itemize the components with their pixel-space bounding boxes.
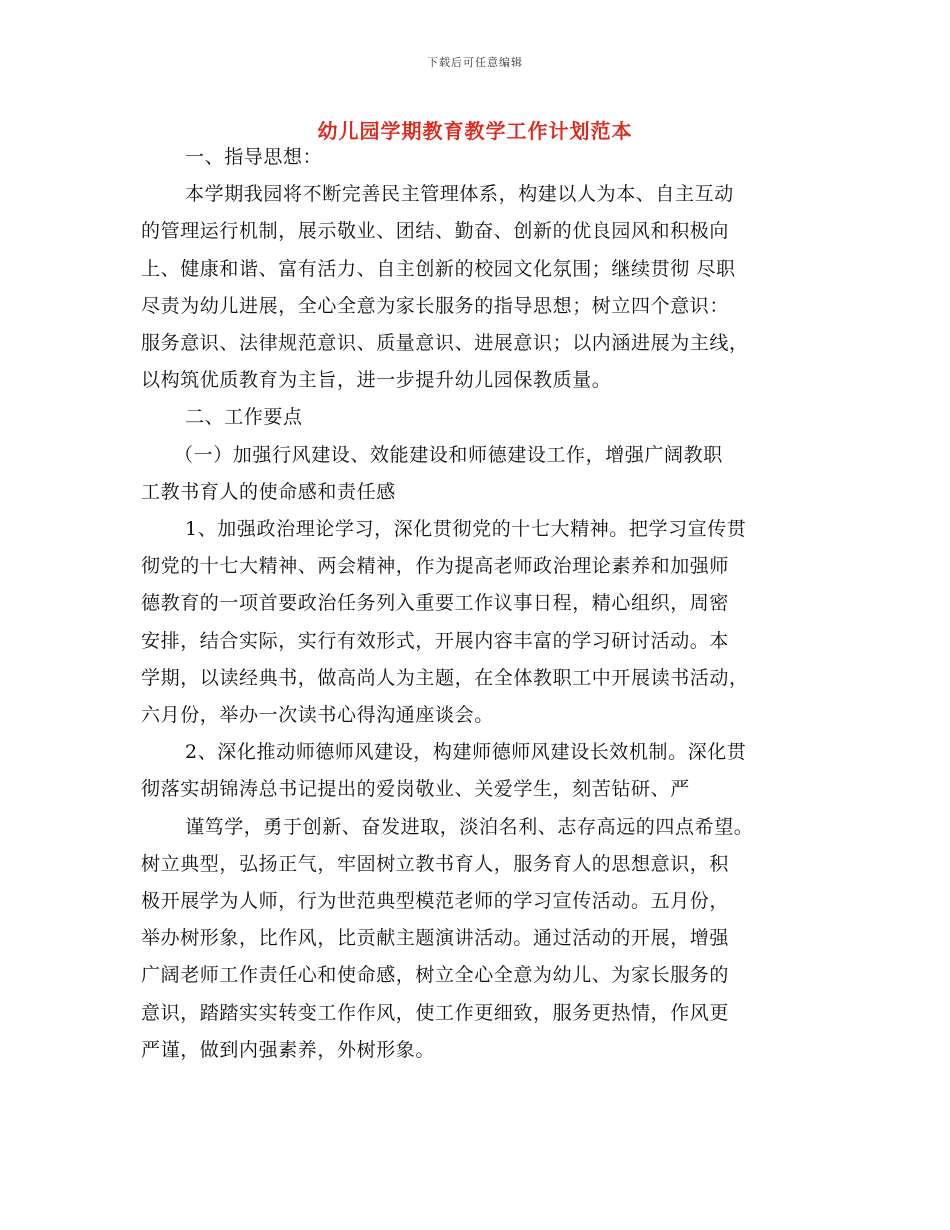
- text-line: 二、工作要点: [185, 406, 303, 429]
- text-line: 德教育的一项首要政治任务列入重要工作议事日程，精心组织，周密: [141, 592, 730, 615]
- text-line: 安排，结合实际，实行有效形式，开展内容丰富的学习研讨活动。本: [141, 629, 730, 652]
- text-line: 严谨，做到内强素养，外树形象。: [141, 1038, 436, 1061]
- text-line: 服务意识、法律规范意识、质量意识、进展意识；以内涵进展为主线，: [141, 332, 749, 355]
- text-line: 的管理运行机制，展示敬业、团结、勤奋、创新的优良园风和积极向: [141, 220, 730, 243]
- text-line: 彻落实胡锦涛总书记提出的爱岗敬业、关爱学生，刻苦钻研、严: [141, 778, 690, 801]
- text-line: 一、指导思想：: [185, 146, 323, 168]
- text-line: 广阔老师工作责任心和使命感，树立全心全意为幼儿、为家长服务的: [141, 964, 730, 987]
- text-line: 本学期我园将不断完善民主管理体系，构建以人为本、自主互动: [185, 183, 734, 206]
- text-line: 彻党的十七大精神、两会精神，作为提高老师政治理论素养和加强师: [141, 555, 730, 578]
- document-title: 幼儿园学期教育教学工作计划范本: [317, 119, 633, 143]
- text-line: 2、深化推动师德师风建设，构建师德师风建设长效机制。深化贯: [185, 741, 747, 764]
- text-line: 谨笃学，勇于创新、奋发进取，淡泊名利、志存高远的四点希望。: [185, 815, 754, 838]
- text-line: （一）加强行风建设、效能建设和师德建设工作，增强广阔教职: [174, 443, 723, 466]
- text-line: 学期，以读经典书，做高尚人为主题，在全体教职工中开展读书活动，: [141, 666, 749, 689]
- text-line: 举办树形象，比作风，比贡献主题演讲活动。通过活动的开展，增强: [141, 927, 730, 950]
- text-line: 1、加强政治理论学习，深化贯彻党的十七大精神。把学习宣传贯: [185, 518, 747, 541]
- text-line: 以构筑优质教育为主旨，进一步提升幼儿园保教质量。: [141, 369, 612, 392]
- text-line: 树立典型，弘扬正气，牢固树立教书育人，服务育人的思想意识，积: [141, 852, 730, 875]
- text-line: 意识，踏踏实实转变工作作风，使工作更细致，服务更热情，作风更: [141, 1001, 730, 1024]
- text-line: 尽责为幼儿进展，全心全意为家长服务的指导思想；树立四个意识：: [141, 294, 730, 317]
- text-line: 极开展学为人师，行为世范典型模范老师的学习宣传活动。五月份，: [141, 890, 730, 913]
- text-line: 工教书育人的使命感和责任感: [141, 480, 396, 503]
- text-line: 上、健康和谐、富有活力、自主创新的校园文化氛围；继续贯彻 尽职: [141, 257, 736, 280]
- text-line: 六月份，举办一次读书心得沟通座谈会。: [141, 704, 494, 727]
- header-note: 下载后可任意编辑: [427, 56, 523, 69]
- document-body: [141, 139, 813, 1069]
